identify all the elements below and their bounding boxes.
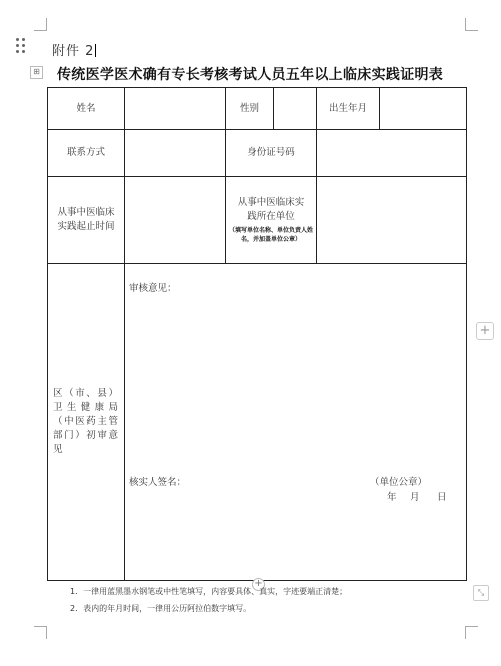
table-select-icon[interactable]: ⊞ xyxy=(30,66,43,79)
unit-seal-label: （单位公章） xyxy=(370,477,428,488)
crop-mark-top-left xyxy=(34,18,47,31)
crop-mark-top-right xyxy=(465,18,478,31)
drag-handle-icon[interactable] xyxy=(16,38,28,54)
certificate-form-table xyxy=(47,87,467,581)
review-side-text: 区（市、县）卫生健康局（中医药主管部门）初审意见 xyxy=(53,388,119,455)
practice-unit-note: （填写单位名称、单位负责人姓名，并加盖单位公章） xyxy=(228,227,313,243)
contact-field[interactable] xyxy=(125,130,225,176)
add-column-button[interactable]: + xyxy=(476,322,494,340)
attachment-label[interactable] xyxy=(52,40,96,59)
date-month: 月 xyxy=(410,492,420,503)
text-cursor xyxy=(95,44,96,57)
gender-field[interactable] xyxy=(274,88,316,129)
footnote-1: 1．一律用蓝黑墨水钢笔或中性笔填写，内容要具体、真实，字迹要端正清楚； xyxy=(70,587,348,596)
review-heading: 审核意见： xyxy=(129,283,177,294)
document-title: 传统医学医术确有专长考核考试人员五年以上临床实践证明表 xyxy=(57,67,444,83)
birth-label: 出生年月 xyxy=(328,102,367,114)
practice-period-field[interactable] xyxy=(125,177,225,263)
review-opinion-field[interactable] xyxy=(125,264,466,580)
contact-label: 联系方式 xyxy=(66,147,105,158)
birth-field[interactable] xyxy=(380,88,466,129)
resize-table-icon[interactable]: ⤡ xyxy=(473,585,489,601)
name-field[interactable] xyxy=(125,88,225,129)
verifier-signature-label: 核实人签名： xyxy=(129,477,187,488)
date-day: 日 xyxy=(437,492,447,503)
id-number-field[interactable] xyxy=(317,130,466,176)
name-label: 姓名 xyxy=(76,102,96,114)
gender-label: 性别 xyxy=(239,102,259,114)
attachment-text: 附件 2 xyxy=(52,44,95,59)
crop-mark-bottom-left xyxy=(34,626,47,639)
crop-mark-bottom-right xyxy=(465,626,478,639)
add-row-icon[interactable]: + xyxy=(252,578,265,591)
footnote-2: 2．表内的年月时间，一律用公历阿拉伯数字填写。 xyxy=(70,604,252,613)
practice-period-label: 从事中医临床实践起止时间 xyxy=(57,207,115,232)
practice-unit-label xyxy=(226,177,316,263)
id-number-label: 身份证号码 xyxy=(247,147,295,158)
practice-unit-field[interactable] xyxy=(317,177,466,263)
practice-unit-text: 从事中医临床实践所在单位 xyxy=(237,197,305,222)
review-side-label xyxy=(53,264,119,580)
date-year: 年 xyxy=(387,492,397,503)
